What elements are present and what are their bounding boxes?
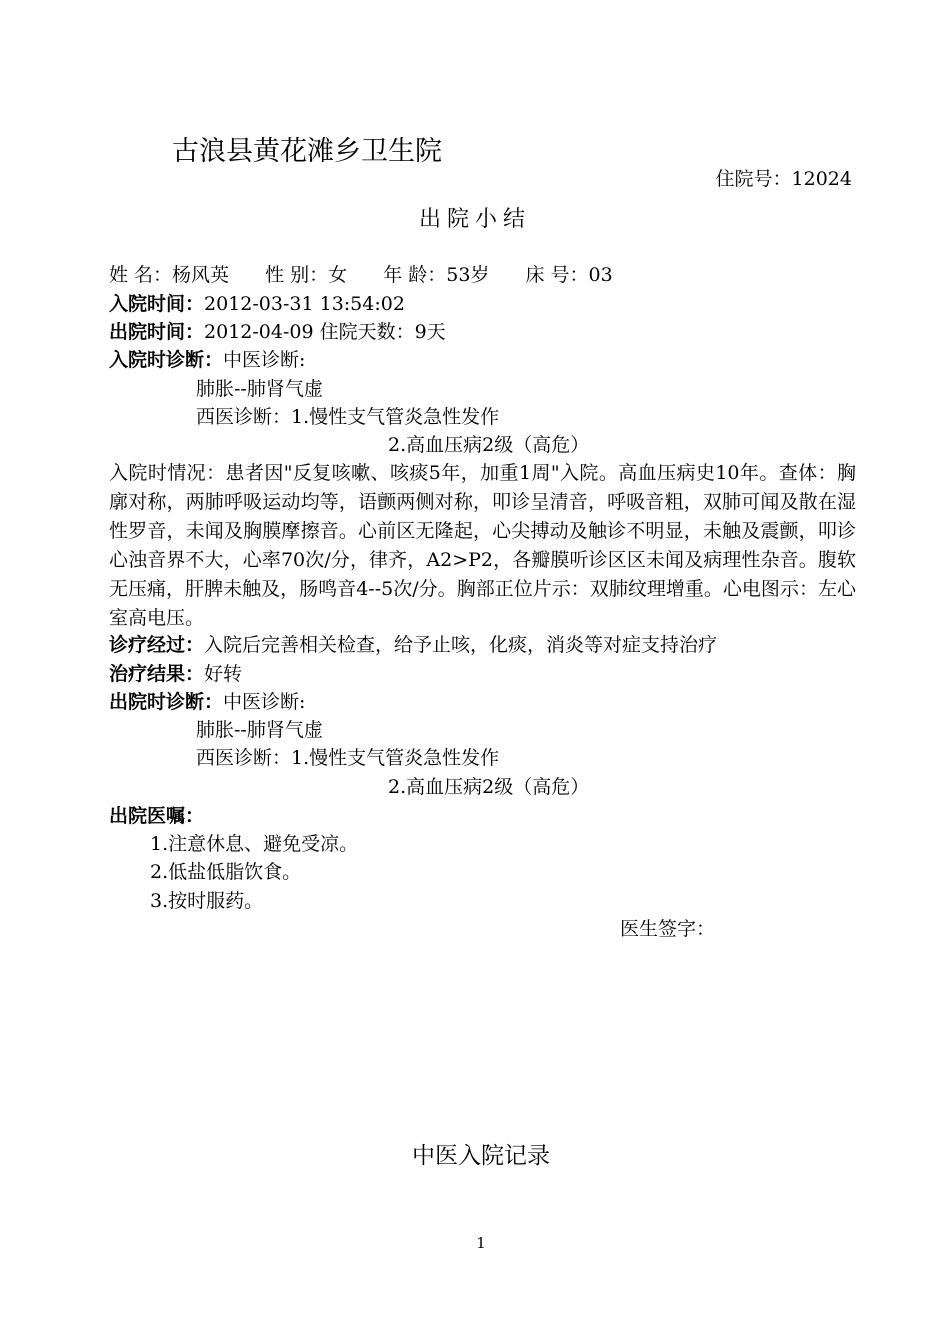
discharge-diagnosis-row [109,688,305,716]
patient-gender: 女 [328,264,348,286]
document-title: 出院小结 [418,207,531,232]
discharge-tcm-diagnosis: 肺胀--肺肾气虚 [196,719,323,741]
admission-western-label: 西医诊断： [196,406,292,428]
admission-diagnosis-row [109,346,305,374]
age-label: 年 龄： [383,264,447,286]
discharge-diagnosis-label: 出院时诊断： [109,691,224,713]
patient-info-row [109,261,613,289]
gender-label: 性 别： [265,264,329,286]
patient-age: 53岁 [446,264,490,286]
admission-time-value: 2012-03-31 13:54:02 [204,293,405,315]
discharge-orders-heading [109,802,204,830]
treatment-result-label: 治疗结果： [109,663,205,685]
bed-number: 03 [588,264,613,286]
admission-number-value: 12024 [791,168,852,190]
page-number: 1 [476,1234,486,1252]
hospital-name: 古浪县黄花滩乡卫生院 [172,136,442,167]
discharge-western-diagnosis-1 [196,744,499,772]
order-item: 3.按时服药。 [150,890,264,912]
name-label: 姓 名： [109,264,173,286]
treatment-course-value: 入院后完善相关检查，给予止咳，化痰，消炎等对症支持治疗 [204,634,718,656]
discharge-western-label: 西医诊断： [196,747,292,769]
discharge-time-row [109,318,446,346]
admission-tcm-diagnosis: 肺胀--肺肾气虚 [196,378,323,400]
admission-time-label: 入院时间： [109,293,205,315]
next-section-title: 中医入院记录 [412,1143,550,1169]
admission-western-diagnosis-1 [196,403,499,431]
discharge-tcm-label: 中医诊断: [223,691,306,713]
stay-days-value: 9天 [414,321,446,343]
treatment-result-value: 好转 [204,663,243,685]
patient-name: 杨风英 [172,264,230,286]
admission-western-diagnosis-2: 2.高血压病2级（高危） [388,434,590,456]
admission-tcm-label: 中医诊断: [223,349,306,371]
discharge-time-label: 出院时间： [109,321,205,343]
treatment-course-row [109,631,717,659]
stay-days-label: 住院天数： [319,321,415,343]
admission-western-item-1: 1.慢性支气管炎急性发作 [291,406,500,428]
admission-time-row [109,290,405,318]
discharge-western-diagnosis-2: 2.高血压病2级（高危） [388,776,590,798]
discharge-western-item-1: 1.慢性支气管炎急性发作 [291,747,500,769]
treatment-course-label: 诊疗经过： [109,634,205,656]
order-item: 1.注意休息、避免受凉。 [150,833,359,855]
bed-label: 床 号： [525,264,589,286]
treatment-result-row [109,660,242,688]
admission-diagnosis-label: 入院时诊断： [109,349,224,371]
admission-condition-paragraph: 入院时情况：患者因"反复咳嗽、咳痰5年，加重1周"入院。高血压病史10年。查体：胸廓对称，两肺呼吸运动均等，语颤两侧对称，叩诊呈清音，呼吸音粗，双肺可闻及散在湿性罗音，未闻及胸膜摩擦音。心前区无隆起，心尖搏动及触诊不明显，未触及震颤，叩诊心浊音界不大，心率70次/分，律齐，A2>P2，各瓣膜听诊区区未闻及病理性杂音。腹软无压痛，肝脾未触及，肠鸣音4--5次/分。胸部正位片示：双肺纹理增重。心电图示：左心室高电压。 [109,462,856,629]
discharge-orders-label: 出院医嘱： [109,805,205,827]
doctor-signature-label: 医生签字： [620,918,716,940]
order-item: 2.低盐低脂饮食。 [150,861,302,883]
admission-number-label: 住院号： [715,168,792,190]
admission-number [716,165,852,193]
discharge-time-value: 2012-04-09 [204,321,314,343]
